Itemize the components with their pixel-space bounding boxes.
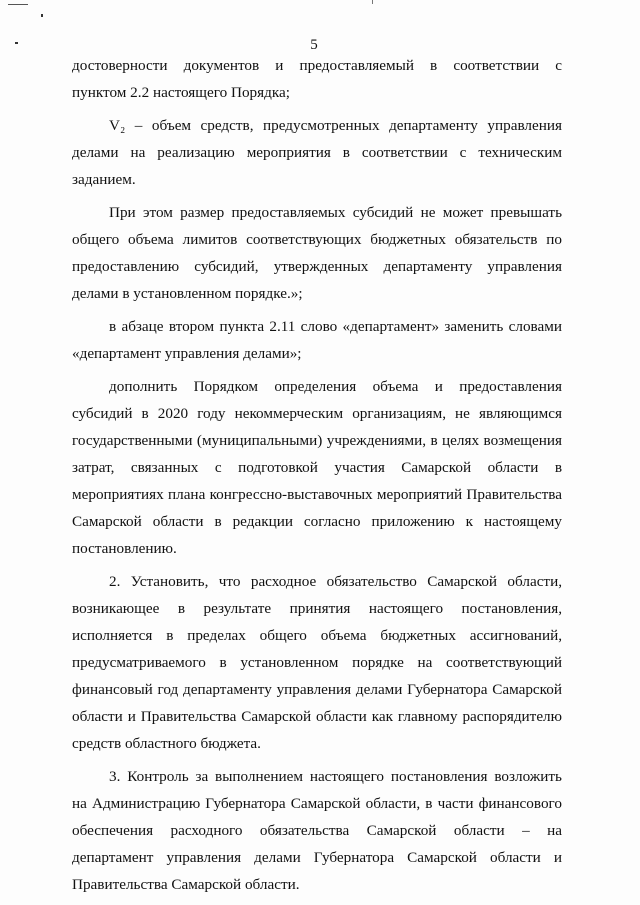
- text-line: делами в установленном порядке.»;: [72, 285, 303, 302]
- scan-artifact: [41, 14, 43, 17]
- text-line: пунктом 2.2 настоящего Порядка;: [72, 84, 290, 101]
- text-line: мероприятиях плана конгрессно-выставочных мероприятий Правительства: [72, 486, 562, 503]
- paragraph: [72, 112, 562, 193]
- document-body: [72, 52, 562, 898]
- text-line: предоставлению субсидий, утвержденных департаменту управления: [72, 258, 562, 275]
- paragraph: [72, 52, 562, 106]
- text-line: области и Правительства Самарской области как главному распорядителю: [72, 708, 562, 725]
- text-line: затрат, связанных с подготовкой участия Самарской области в: [72, 459, 562, 476]
- text-line: финансовый год департаменту управления делами Губернатора Самарской: [72, 681, 562, 698]
- scan-artifact: [372, 0, 373, 4]
- text-line: заданием.: [72, 171, 136, 188]
- paragraph: [72, 373, 562, 562]
- text-line: исполняется в пределах общего объема бюджетных ассигнований,: [72, 627, 562, 644]
- text-line: «департамент управления делами»;: [72, 345, 302, 362]
- text-line: Самарской области в редакции согласно приложению к настоящему: [72, 513, 562, 530]
- text-line: субсидий в 2020 году некоммерческим организациям, не являющимся: [72, 405, 562, 422]
- paragraph: [72, 763, 562, 898]
- text-line: дополнить Порядком определения объема и предоставления: [109, 378, 562, 395]
- text-line: делами на реализацию мероприятия в соответствии с техническим: [72, 144, 562, 161]
- text-line: При этом размер предоставляемых субсидий не может превышать: [109, 204, 562, 221]
- text-line: 2. Установить, что расходное обязательство Самарской области,: [109, 573, 562, 590]
- scan-artifact: [15, 42, 18, 44]
- paragraph: [72, 313, 562, 367]
- text-line: достоверности документов и предоставляемый в соответствии с: [72, 57, 562, 74]
- paragraph: [72, 199, 562, 307]
- text-line: государственными (муниципальными) учреждениями, в целях возмещения: [72, 432, 562, 449]
- text-line: общего объема лимитов соответствующих бюджетных обязательств по: [72, 231, 562, 248]
- text-line: обеспечения расходного обязательства Самарской области – на: [72, 822, 562, 839]
- text-line: V₂ – объем средств, предусмотренных департаменту управления: [109, 117, 562, 134]
- text-line: в абзаце втором пункта 2.11 слово «департамент» заменить словами: [109, 318, 562, 335]
- text-line: на Администрацию Губернатора Самарской области, в части финансового: [72, 795, 562, 812]
- text-line: Правительства Самарской области.: [72, 876, 300, 893]
- scan-artifact: [8, 4, 28, 5]
- text-line: средств областного бюджета.: [72, 735, 261, 752]
- text-line: департамент управления делами Губернатора Самарской области и: [72, 849, 562, 866]
- text-line: 3. Контроль за выполнением настоящего постановления возложить: [109, 768, 562, 785]
- text-line: возникающее в результате принятия настоящего постановления,: [72, 600, 562, 617]
- page-number: 5: [310, 37, 318, 53]
- text-line: постановлению.: [72, 540, 177, 557]
- text-line: предусматриваемого в установленном порядке на соответствующий: [72, 654, 562, 671]
- paragraph: [72, 568, 562, 757]
